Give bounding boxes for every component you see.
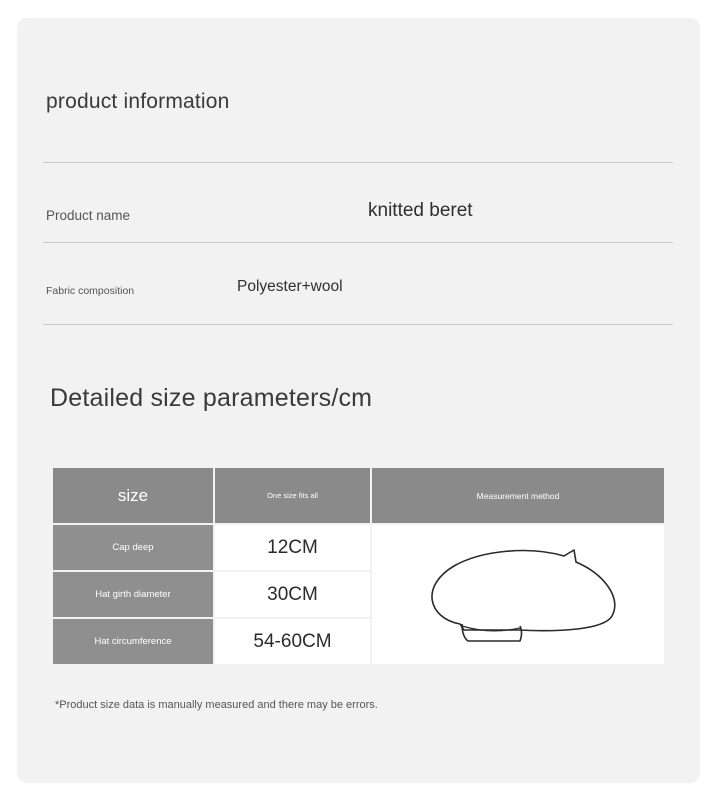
- divider-middle: [43, 242, 673, 243]
- row-label-hat-girth-diameter: Hat girth diameter: [53, 572, 213, 617]
- size-table: [51, 466, 666, 666]
- row-value-hat-girth-diameter: 30CM: [215, 572, 370, 617]
- footnote: *Product size data is manually measured and there may be errors.: [55, 699, 378, 711]
- header-measurement-method: Measurement method: [372, 468, 664, 523]
- divider-bottom: [43, 324, 673, 325]
- fabric-composition-label: Fabric composition: [46, 285, 135, 297]
- row-value-cap-deep: 12CM: [215, 525, 370, 570]
- row-value-hat-circumference: 54-60CM: [215, 619, 370, 664]
- section-title: product information: [46, 90, 230, 113]
- fabric-composition-value: Polyester+wool: [237, 278, 343, 295]
- product-name-label: Product name: [46, 208, 131, 223]
- beret-icon: [372, 525, 664, 664]
- table-row: [53, 525, 664, 570]
- divider-top: [43, 162, 673, 163]
- product-name-value: knitted beret: [368, 200, 473, 221]
- measurement-illustration-cell: [372, 525, 664, 664]
- table-header-row: [53, 468, 664, 523]
- header-size: size: [53, 468, 213, 523]
- row-label-cap-deep: Cap deep: [53, 525, 213, 570]
- detailed-size-title: Detailed size parameters/cm: [50, 384, 373, 412]
- row-label-hat-circumference: Hat circumference: [53, 619, 213, 664]
- product-info-card: [17, 18, 700, 783]
- header-one-size: One size fits all: [215, 468, 370, 523]
